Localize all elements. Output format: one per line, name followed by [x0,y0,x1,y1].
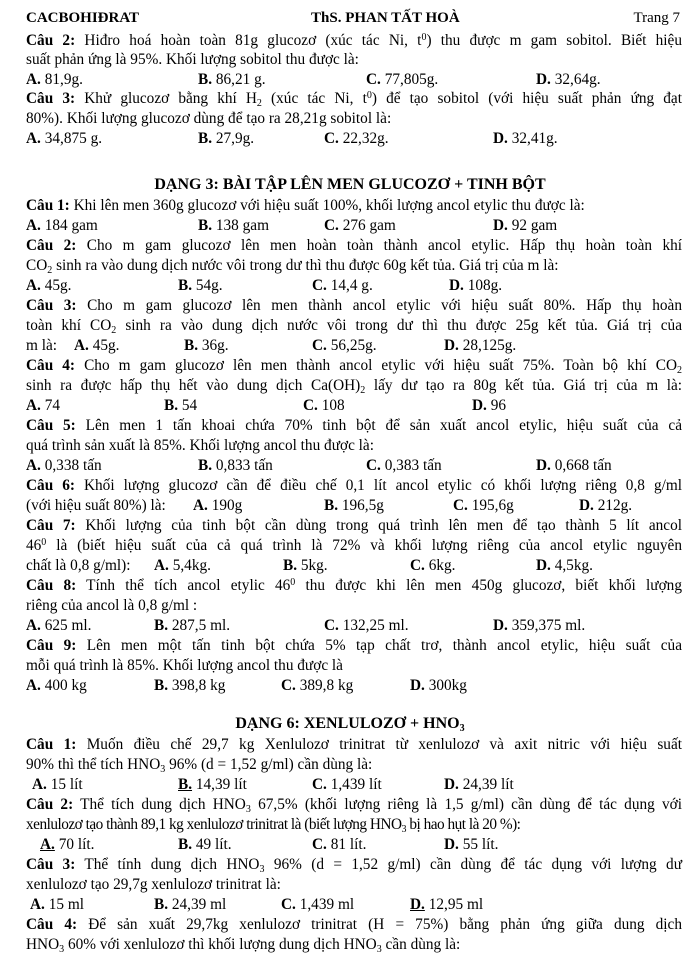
option-a [26,276,71,295]
question-text: 90% thì thể tích HNO [26,756,161,773]
question-line: quá trình sản xuất là 85%. Khối lượng ancol thu được là: [26,437,374,454]
option-a [26,396,60,415]
option-letter: C. [303,397,318,414]
page-header [26,10,680,30]
option-text: 195,6g [467,497,514,514]
option-b [324,496,384,515]
option-letter: A. [40,836,55,853]
option-letter: B. [154,617,169,634]
option-c [366,70,438,89]
option-letter: C. [324,617,339,634]
option-c [410,556,455,575]
question-label: Câu 3: [26,297,77,314]
option-letter: B. [164,397,179,414]
question-line [26,815,682,834]
option-text: 14,4 g. [326,277,373,294]
option-text: 108 [317,397,345,414]
question-text: 46 [26,537,42,554]
option-d [493,216,557,235]
option-text: 5,4kg. [168,557,211,574]
option-letter: B. [178,277,193,294]
option-a [26,216,98,235]
option-text: 49 lít. [192,836,232,853]
subscript: 2 [111,325,117,336]
question-label: Câu 8: [26,577,77,594]
option-b [178,835,232,854]
option-text: 0,668 tấn [550,457,612,474]
option-letter: A. [26,71,41,88]
option-c [281,676,353,695]
option-letter: D. [410,896,425,913]
option-letter: A. [26,130,41,147]
option-letter: C. [312,337,327,354]
option-text: 0,383 tấn [380,457,442,474]
question-text: Khử glucozơ bằng khí H [75,90,257,107]
subscript: 3 [401,824,407,835]
option-letter: A. [154,557,169,574]
section-title-text: DẠNG 6: XENLULOZƠ + HNO [235,715,460,732]
question-text: toàn khí CO [26,317,112,334]
option-c [312,336,377,355]
option-text: 0,833 tấn [212,457,273,474]
option-letter: B. [178,776,193,793]
option-text: 56,25g. [326,337,377,354]
option-letter: A. [193,497,208,514]
question-label: Câu 7: [26,517,76,534]
option-text: 45g. [88,337,120,354]
subscript: 3 [59,944,65,955]
option-text: 36g. [198,337,229,354]
section-title: DẠNG 3: BÀI TẬP LÊN MEN GLUCOZƠ + TINH BỘT [154,176,546,193]
subscript: 2 [677,365,682,376]
option-letter: C. [312,836,327,853]
option-b [283,556,328,575]
option-text: 400 kg [40,677,87,694]
superscript: 0 [41,537,47,548]
option-c [324,616,409,635]
question-line [26,31,682,50]
option-a [193,496,242,515]
option-letter: B. [184,337,199,354]
subscript: 3 [259,864,265,875]
option-b [184,336,229,355]
question-label: Câu 3: [26,90,76,107]
option-letter: B. [198,457,213,474]
option-c [312,835,366,854]
option-letter: C. [281,677,296,694]
question-label: Câu 2: [26,796,74,813]
question-line [26,915,682,934]
option-c [324,216,396,235]
options-prefix: m là: [26,337,58,354]
question-text: HNO [26,936,60,953]
question-text: Cho m gam glucozơ lên men thành ancol etylic với hiệu suất 75%. Toàn bộ khí CO [75,357,677,374]
question-text: sinh ra vào dung dịch nước vôi trong dư thì thu được 60g kết tủa. Giá trị của m là: [52,257,559,274]
question-line: xenlulozơ tạo 29,7g xenlulozơ trinitrat là: [26,876,281,893]
option-letter: C. [324,217,339,234]
option-text: 138 gam [212,217,269,234]
question-text: Khối lượng của tinh bột cần dùng trong quá trình lên men để tạo thành 5 lít ancol [75,517,682,534]
option-text: 300kg [424,677,467,694]
question-line: riêng của ancol là 0,8 g/ml : [26,597,198,614]
question-line [26,476,682,495]
option-letter: B. [324,497,339,514]
subscript: 2 [47,265,53,276]
option-text: 32,41g. [507,130,558,147]
option-letter: D. [472,397,487,414]
option-letter: C. [324,130,339,147]
option-text: 108g. [463,277,503,294]
question-text: xenlulozơ tạo thành 89,1 kg xenlulozơ trinitrat là (biết lượng HNO [26,816,402,833]
option-text: 34,875 g. [40,130,103,147]
option-text: 132,25 ml. [338,617,409,634]
option-a [154,556,211,575]
question-line [26,236,682,255]
option-text: 12,95 ml [424,896,484,913]
option-text: 86,21 g. [212,71,266,88]
superscript: 0 [290,577,296,588]
option-a [26,70,83,89]
question-line [26,735,682,754]
option-text: 28,125g. [458,337,517,354]
option-c [312,775,382,794]
option-b [198,216,269,235]
question-line [26,795,682,814]
question-text: Thể tích dung dịch HNO [73,796,246,813]
question-line: suất phản ứng là 95%. Khối lượng sobitol thu được là: [26,51,359,68]
question-text: CO [26,257,48,274]
option-a [26,676,87,695]
question-text: Để sản xuất 29,7kg xenlulozơ trinitrat (H = 75%) bằng phản ứng giữa dung dịch [77,916,682,933]
option-c [281,895,354,914]
option-letter: C. [312,277,327,294]
question-line [26,855,682,874]
question-text: ) thu được m gam sobitol. Biết hiệu [426,32,682,49]
question-label: Câu 2: [26,237,77,254]
option-a [26,129,102,148]
option-a [26,616,91,635]
question-text: là (biết hiệu suất của cả quá trình là 72% và khối lượng riêng của ancol etylic nguyên [46,537,682,554]
option-letter: A. [74,337,89,354]
option-letter: B. [154,677,169,694]
question-line [26,89,682,108]
option-letter: C. [366,71,381,88]
option-text: 54 [178,397,198,414]
option-letter: A. [30,896,45,913]
question-text: 96% (d = 1,52 g/ml) cần dùng là: [165,756,373,773]
option-text: 70 lít. [54,836,95,853]
option-letter: A. [26,617,41,634]
option-letter: A. [26,397,41,414]
option-text: 625 ml. [40,617,92,634]
option-letter: B. [283,557,298,574]
option-b [198,456,273,475]
option-text: 212g. [593,497,633,514]
option-text: 287,5 ml. [168,617,231,634]
question-text: Lên men 1 tấn khoai chứa 70% tinh bột để sản xuất ancol etylic, hiệu suất của cả [75,417,682,434]
option-d [536,556,593,575]
option-text: 0,338 tấn [40,457,102,474]
option-d [493,129,558,148]
option-text: 196,5g [338,497,384,514]
option-letter: A. [26,457,41,474]
option-text: 27,9g. [212,130,255,147]
option-text: 184 gam [40,217,98,234]
option-d [493,616,585,635]
option-letter: D. [536,457,551,474]
question-label: Câu 9: [26,637,77,654]
question-label: Câu 4: [26,357,76,374]
option-letter: D. [493,217,508,234]
option-b-correct [178,775,247,794]
option-text: 15 ml [44,896,84,913]
question-label: Câu 6: [26,477,75,494]
option-text: 81 lít. [326,836,367,853]
question-text: Hiđro hoá hoàn toàn 81g glucozơ (xúc tác Ni, t [75,32,422,49]
option-text: 389,8 kg [295,677,354,694]
option-c [324,129,389,148]
question-text: thu được khi lên men 450g glucozơ, biết khối lượng [295,577,682,594]
question-line [26,296,682,315]
question-line: mỗi quá trình là 85%. Khối lượng ancol thu được là [26,657,343,674]
option-text: 45g. [40,277,72,294]
option-letter: D. [579,497,594,514]
option-text: 14,39 lít [192,776,247,793]
option-a [32,775,83,794]
question-label: Câu 3: [26,856,76,873]
option-b [154,616,230,635]
option-d [444,835,498,854]
option-text: 81,9g. [40,71,83,88]
option-letter: B. [198,217,213,234]
option-letter: D. [410,677,425,694]
question-line [26,196,682,215]
option-a [30,895,84,914]
option-text: 24,39 lít [458,776,514,793]
options-prefix: chất là 0,8 g/ml): [26,557,131,574]
option-letter: D. [449,277,464,294]
option-a [26,456,102,475]
option-c [303,396,345,415]
option-text: 190g [207,497,243,514]
option-letter: D. [444,337,459,354]
option-a-correct [40,835,94,854]
option-b [164,396,197,415]
question-text: 60% với xenlulozơ thì khối lượng dung dịch HNO [64,936,377,953]
option-letter: D. [444,776,459,793]
option-text: 92 gam [507,217,558,234]
question-text: sinh ra được hấp thụ hết vào dung dịch Ca(OH) [26,377,361,394]
subscript: 3 [459,723,465,734]
question-line [26,316,682,335]
question-text: Khối lượng glucozơ cần để điều chế 0,1 lít ancol etylic có khối lượng riêng 0,8 g/ml [74,477,682,494]
option-b [198,70,266,89]
question-line [26,416,682,435]
question-text: Tính thể tích ancol etylic 46 [76,577,291,594]
option-d [449,276,502,295]
option-text: 24,39 ml [168,896,227,913]
question-line [26,516,682,535]
option-text: 359,375 ml. [507,617,586,634]
question-line [26,636,682,655]
option-letter: B. [198,130,213,147]
option-letter: C. [312,776,327,793]
option-text: 4,5kg. [550,557,593,574]
option-text: 32,64g. [550,71,601,88]
question-text: Thể tính dung dịch HNO [75,856,260,873]
question-label: Câu 1: [26,197,70,214]
option-d [410,676,467,695]
option-text: 5kg. [297,557,328,574]
option-text: 15 lít [46,776,83,793]
header-author: ThS. PHAN TẤT HOÀ [311,10,460,26]
option-letter: A. [26,277,41,294]
question-line [26,256,682,275]
option-b [198,129,254,148]
option-letter: A. [32,776,47,793]
option-text: 22,32g. [338,130,389,147]
option-c [453,496,514,515]
subscript: 2 [256,98,262,109]
question-text: 96% (d = 1,52 g/ml) cần dùng để tác dụng với lượng dư [264,856,682,873]
option-d [444,775,514,794]
question-text: Cho m gam glucozơ lên men hoàn toàn thành ancol etylic. Hấp thụ hoàn toàn khí [76,237,682,254]
question-text: lấy dư tạo ra 80g kết tủa. Giá trị của m là: [365,377,682,394]
question-text: sinh ra vào dung dịch nước vôi trong dư thì thu được 25g kết tủa. Giá trị của [116,317,682,334]
option-b [178,276,223,295]
question-line [26,356,682,375]
option-c [366,456,442,475]
question-label: Câu 1: [26,736,77,753]
option-text: 54g. [192,277,223,294]
question-text: Lên men một tấn tinh bột chứa 5% tạp chất trơ, thành ancol etylic, hiệu suất của [76,637,682,654]
option-d [579,496,632,515]
superscript: 0 [366,90,372,101]
subscript: 3 [160,764,166,775]
subscript: 3 [376,944,382,955]
question-text: Cho m gam glucozơ lên men thành ancol etylic với hiệu suất 80%. Hấp thụ hoàn [76,297,682,314]
question-line [26,755,682,774]
option-text: 1,439 ml [295,896,355,913]
question-label: Câu 5: [26,417,76,434]
option-d [444,336,516,355]
option-text: 6kg. [424,557,456,574]
question-line [26,536,682,555]
option-d-correct [410,895,483,914]
subscript: 2 [360,385,366,396]
question-text: (xúc tác Ni, t [261,90,367,107]
option-letter: C. [410,557,425,574]
option-letter: C. [366,457,381,474]
option-text: 77,805g. [380,71,439,88]
option-text: 276 gam [338,217,396,234]
superscript: 0 [421,32,427,43]
subscript: 3 [245,804,251,815]
question-text: 67,5% (khối lượng riêng là 1,5 g/ml) cần dùng để tác dụng với [250,796,682,813]
option-letter: D. [536,557,551,574]
option-letter: A. [26,677,41,694]
question-label: Câu 4: [26,916,78,933]
question-label: Câu 2: [26,32,76,49]
option-letter: B. [198,71,213,88]
section-title [0,715,700,733]
question-line [26,576,682,595]
option-letter: D. [493,130,508,147]
option-text: 1,439 lít [326,776,382,793]
question-line: 80%). Khối lượng glucozơ dùng để tạo ra 28,21g sobitol là: [26,110,392,127]
option-c [312,276,373,295]
question-text: cần dùng là: [381,936,461,953]
option-text: 96 [486,397,506,414]
option-letter: D. [536,71,551,88]
option-text: 398,8 kg [168,677,226,694]
option-text: 55 lít. [458,836,499,853]
options-prefix: (với hiệu suất 80%) là: [26,497,166,514]
header-topic: CACBOHIĐRAT [26,10,140,26]
question-text: bị hao hụt là 20 %): [406,816,521,833]
question-text: ) để tạo sobitol (với hiệu suất phản ứng đạt [371,90,682,107]
question-line [26,935,682,954]
option-letter: A. [26,217,41,234]
question-text: Muốn điều chế 29,7 kg Xenlulozơ trinitrat từ xenlulozơ và axit nitric với hiệu suất [76,736,682,753]
option-d [536,456,612,475]
option-d [536,70,601,89]
question-text: Khi lên men 360g glucozơ với hiệu suất 100%, khối lượng ancol etylic thu được là: [69,197,585,214]
option-a [74,336,119,355]
option-letter: D. [493,617,508,634]
option-letter: B. [154,896,169,913]
option-letter: B. [178,836,193,853]
option-d [472,396,506,415]
option-letter: C. [281,896,296,913]
header-page-number: Trang 7 [633,10,680,26]
option-letter: D. [444,836,459,853]
option-b [154,895,226,914]
option-letter: C. [453,497,468,514]
option-text: 74 [40,397,60,414]
option-b [154,676,225,695]
question-line [26,376,682,395]
